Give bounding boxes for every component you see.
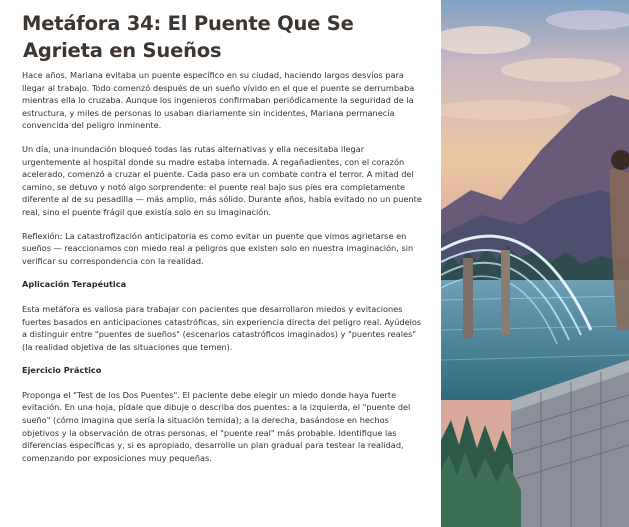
title-line-2: Agrieta en Sueños [23,39,222,62]
therapeutic-application-paragraph: Esta metáfora es valiosa para trabajar con pacientes que desarrollaron miedos y evitaciones fuertes basados en anticipaciones catastróficas, sin experiencia directa del peligro real. Ayúdelos a distinguir entre "puentes de sueños" (escenarios catastróficos imaginados) y "puentes reales" (la realidad objetiva de las situaciones que temen). [22,303,422,352]
practical-exercise-paragraph: Proponga el "Test de los Dos Puentes". El paciente debe elegir un miedo donde haya fuerte evitación. En una hoja, pídale que dibuje o describa dos puentes: a la izquierda, el "puente del sueño" (cómo imagina que sería la situación temida); a la derecha, basándose en hechos objetivos y la observación de otras personas, el "puente real" más probable. Identifique las diferencias específicas y, si es apropiado, desarrolle un plan gradual para testear la realidad, comenzando por exposiciones muy pequeñas. [22,389,411,463]
article [22,10,422,475]
title-line-1: Metáfora 34: El Puente Que Se [22,12,354,35]
bridge-dream-illustration-icon [441,0,629,527]
story-paragraph-1: Hace años, Mariana evitaba un puente específico en su ciudad, haciendo largos desvíos para llegar al trabajo. Todo comenzó después de un sueño vívido en el que el puente se derrumbaba mientras ella lo cruzaba. Aunque los ingenieros confirmaban periódicamente la seguridad de la estructura, y miles de personas lo usaban diariamente sin incidentes, Mariana permanecía convencida del peligro inminente. [22,70,415,131]
page-title [22,10,422,64]
practical-exercise-heading: Ejercicio Práctico [22,365,102,376]
therapeutic-application-heading: Aplicación Terapéutica [22,279,127,290]
reflection-paragraph: Reflexión: La catastrofización anticipatoria es como evitar un puente que vimos agrietarse en sueños — reaccionamos con miedo real a peligros que existen solo en nuestra imaginación, sin verificar su correspondencia con la realidad. [22,230,414,266]
story-paragraph-2: Un día, una inundación bloqueó todas las rutas alternativas y ella necesitaba llegar urgentemente al hospital donde su madre estaba internada. A regañadientes, con el corazón acelerado, comenzó a cruzar el puente. Cada paso era un combate contra el terror. A mitad del camino, se detuvo y notó algo sorprendente: el puente real bajo sus pies era completamente diferente al de su pesadilla — más amplio, más sólido. Durante años, había evitado no un puente real, sino el puente frágil que existía solo en su imaginación. [22,143,422,217]
